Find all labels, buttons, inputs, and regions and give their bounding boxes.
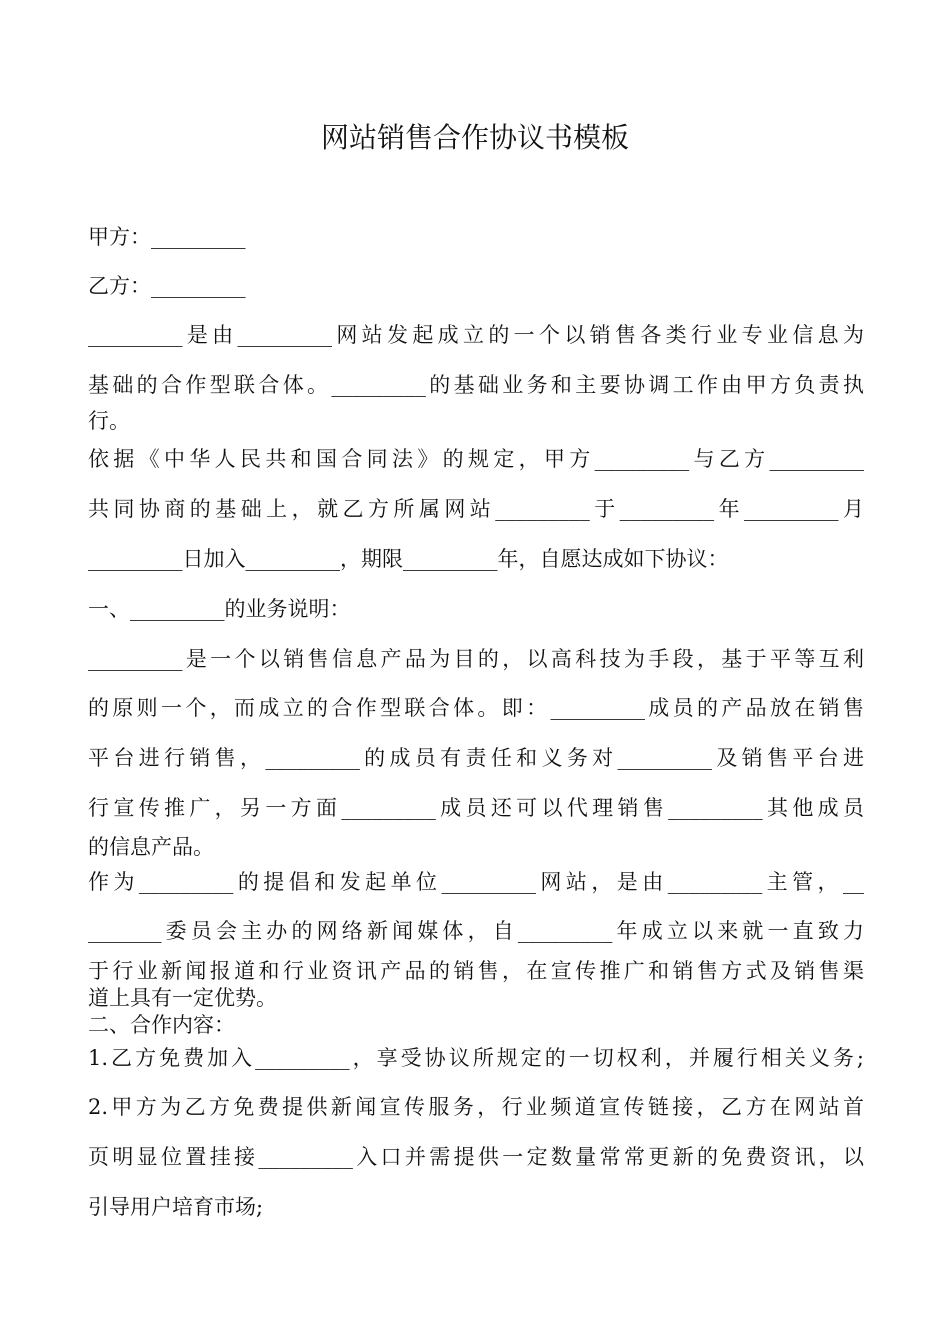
basis-line-3: _________日加入_________，期限_________年，自愿达成如下协议： (88, 547, 729, 571)
section-1-line-2: 的原则一个，而成立的合作型联合体。即：_________成员的产品放在销售 (88, 696, 864, 720)
section-2-heading: 二、合作内容： (88, 1013, 235, 1037)
clause-2-line-3: 引导用户培育市场; (88, 1195, 264, 1219)
intro-line-3: 行。 (88, 409, 130, 433)
sponsor-line-2: _______委员会主办的网络新闻媒体，自_________年成立以来就一直致力 (88, 919, 864, 943)
clause-2-line-1: 2.甲方为乙方免费提供新闻宣传服务，行业频道宣传链接，乙方在网站首 (88, 1095, 864, 1119)
party-a-line: 甲方：_________ (88, 225, 246, 249)
sponsor-line-1: 作为_________的提倡和发起单位_________网站，是由_________主管，__ (88, 870, 864, 894)
document-title: 网站销售合作协议书模板 (320, 121, 629, 154)
section-1-line-1: _________是一个以销售信息产品为目的，以高科技为手段，基于平等互利 (88, 647, 864, 671)
basis-line-2: 共同协商的基础上，就乙方所属网站_________于_________年_________月 (88, 497, 864, 521)
clause-2-line-2: 页明显位置挂接_________入口并需提供一定数量常常更新的免费资讯，以 (88, 1145, 864, 1169)
clause-1-line: 1.乙方免费加入_________，享受协议所规定的一切权利，并履行相关义务; (88, 1046, 864, 1070)
section-1-line-3: 平台进行销售，_________的成员有责任和义务对_________及销售平台进 (88, 746, 864, 770)
section-1-heading: 一、_________的业务说明： (88, 597, 351, 621)
basis-line-1: 依据《中华人民共和国合同法》的规定，甲方_________与乙方_________ (88, 447, 864, 471)
sponsor-line-3: 于行业新闻报道和行业资讯产品的销售，在宣传推广和销售方式及销售渠 (88, 959, 864, 983)
sponsor-line-4: 道上具有一定优势。 (88, 986, 277, 1010)
party-b-line: 乙方：_________ (88, 274, 246, 298)
section-1-line-4: 行宣传推广，另一方面_________成员还可以代理销售_________其他成员 (88, 796, 864, 820)
intro-line-2: 基础的合作型联合体。_________的基础业务和主要协调工作由甲方负责执 (88, 373, 864, 397)
section-1-line-5: 的信息产品。 (88, 835, 214, 859)
intro-line-1: _________是由_________网站发起成立的一个以销售各类行业专业信息为 (88, 323, 864, 347)
